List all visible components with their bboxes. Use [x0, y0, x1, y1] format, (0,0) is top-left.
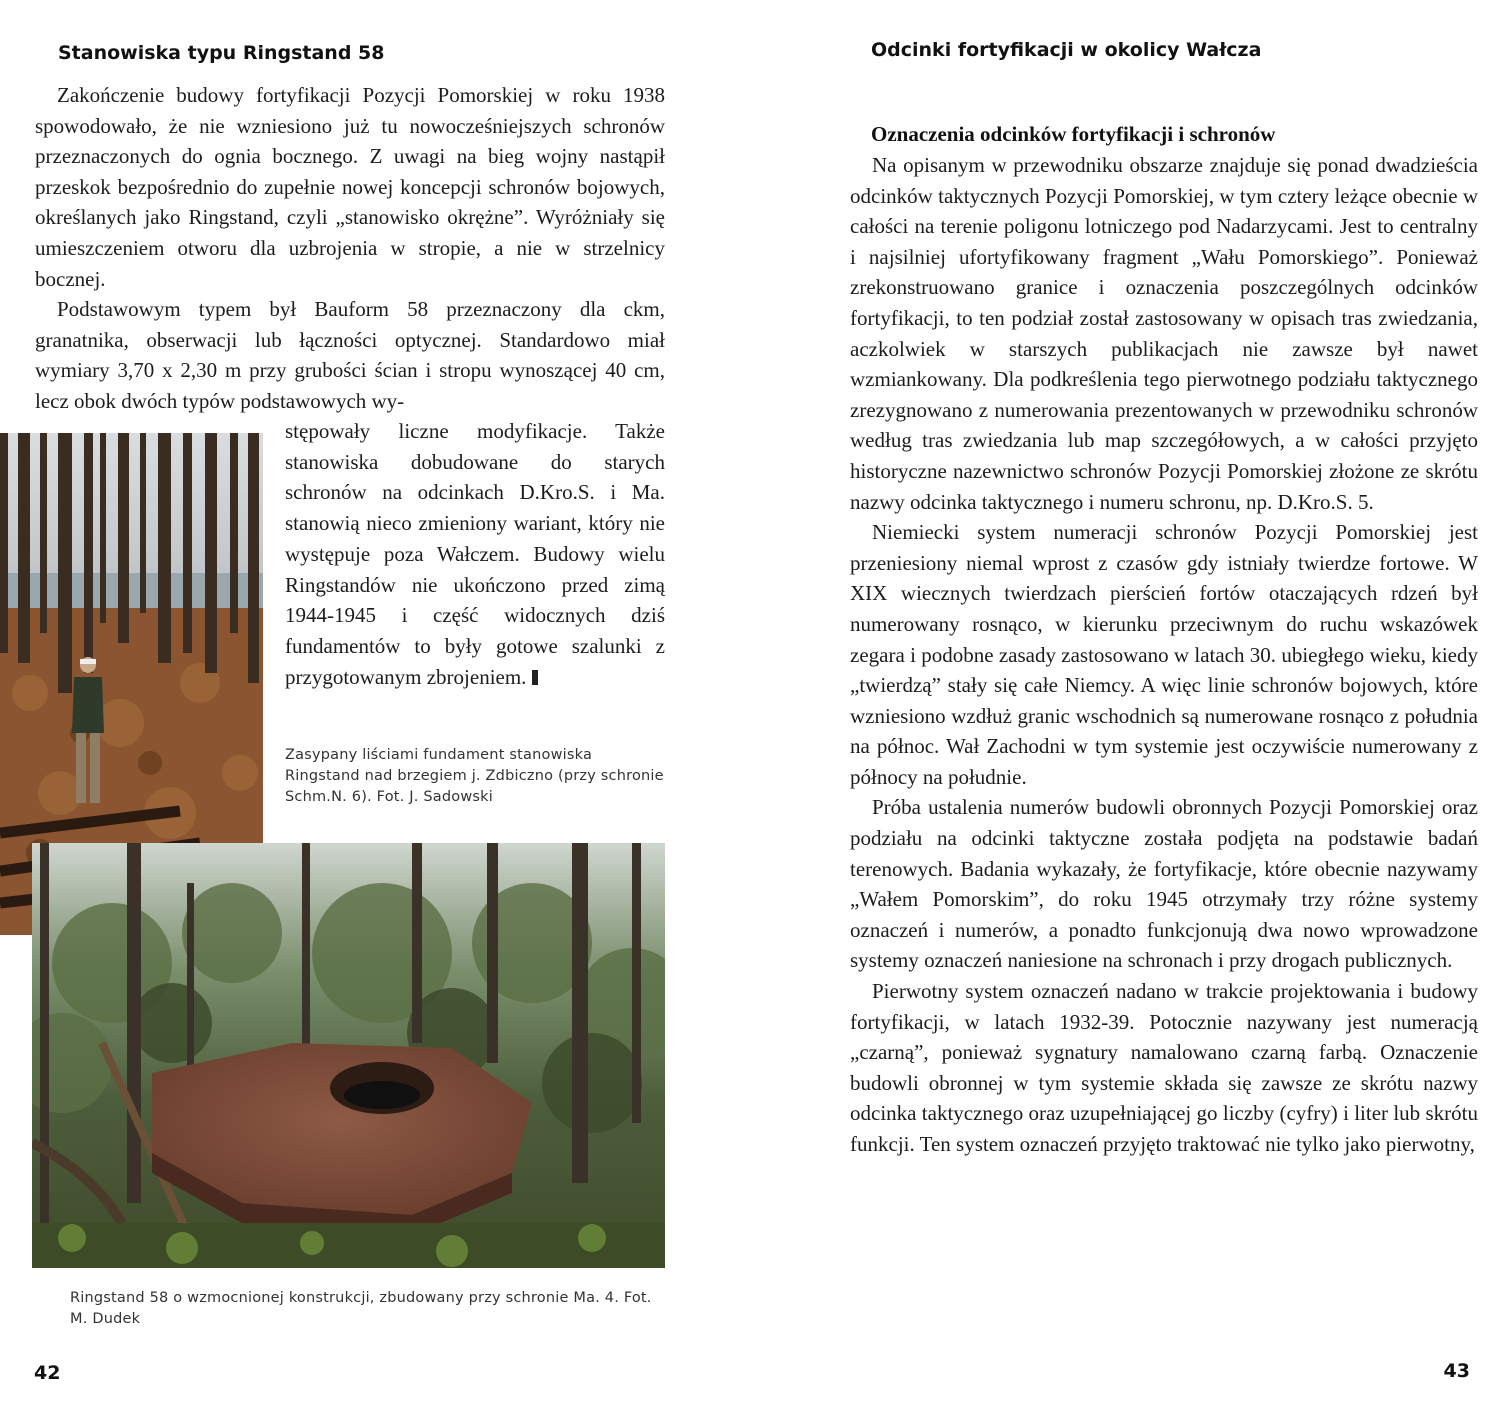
body-text — [850, 150, 1478, 1160]
page-number-left: 42 — [34, 1362, 61, 1384]
photo-1-caption: Zasypany liściami fundament stanowiska Ringstand nad brzegiem j. Zdbiczno (przy schronie Schm.N. 6). Fot. J. Sadowski — [285, 747, 664, 805]
section-heading: Stanowiska typu Ringstand 58 — [58, 42, 385, 64]
paragraph-2-continued: stępowały liczne modyfikacje. Także stanowiska dobudowane do starych schronów na odcinkach D.Kro.S. i Ma. stanowią nieco zmieniony wariant, który nie występuje poza Wałczem. Budowy wielu Ringstandów nie ukończono przed zimą 1944-1945 i część widocznych dziś fundamentów to były gotowe szalunki z przygotowanym zbrojeniem. — [285, 419, 665, 689]
paragraph-2: Niemiecki system numeracji schronów Pozycji Pomorskiej jest przeniesiony niemal wprost z czasów gdy istniały twierdze fortowe. W XIX wiecznych twierdzach pierścień fortów otaczających rdzeń był numerowany rosnąco, w kierunku przeciwnym do ruchu wskazówek zegara i podobne zasady zastosowano w latach 30. ubiegłego wieku, kiedy „twierdzą” stały się całe Niemcy. A więc linie schronów bojowych, które wzniesiono wzdłuż granic wschodnich są numerowane rosnąco z południa na północ. Wał Zachodni w tym systemie jest oczywiście numerowany z północy na południe. — [850, 520, 1478, 789]
paragraph-1: Zakończenie budowy fortyfikacji Pozycji Pomorskiej w roku 1938 spowodowało, że nie wzniesiono już tu nowocześniejszych schronów przeznaczonych do ognia bocznego. Z uwagi na bieg wojny nastąpił przeskok bezpośrednio do zupełnie nowej koncepcji schronów bojowych, określanych jako Ringstand, czyli „stanowisko okrężne”. Wyróżniały się umieszczeniem otworu dla uzbrojenia w stropie, a nie w strzelnicy bocznej. — [35, 83, 665, 291]
paragraph-1: Na opisanym w przewodniku obszarze znajduje się ponad dwadzieścia odcinków taktycznych Pozycji Pomorskiej, w tym cztery leżące obecnie w całości na terenie poligonu lotniczego pod Nadarzycami. Jest to centralny i najsilniej ufortyfikowany fragment „Wału Pomorskiego”. Ponieważ zrekonstruowano granice i oznaczenia poszczególnych odcinków fortyfikacji, to ten podział został zastosowany w opisach tras zwiedzania, aczkolwiek w starszych publikacjach nie zawsze był nawet wzmiankowany. Dla podkreślenia tego pierwotnego podziału taktycznego zrezygnowano z numerowania prezentowanych w przewodniku schronów według tras zwiedzania lub map szczegółowych, a w całości przyjęto historyczne nazewnictwo schronów Pozycji Pomorskiej złożone ze skrótu nazwy odcinka taktycznego i numeru schronu, np. D.Kro.S. 5. — [850, 153, 1478, 514]
end-of-article-mark — [532, 670, 538, 685]
right-page — [750, 0, 1500, 1404]
paragraph-4: Pierwotny system oznaczeń nadano w trakcie projektowania i budowy fortyfikacji, w latach 1932-39. Potocznie nazywany jest numeracją „czarną”, ponieważ sygnatury namalowano czarną farbą. Oznaczenie budowli obronnej w tym systemie składa się zawsze ze skrótu nazwy odcinka taktycznego oraz uzupełniającej go liczby (cyfry) i liter lub skrótu funkcji. Ten system oznaczeń przyjęto traktować nie tylko jako pierwotny, — [850, 979, 1478, 1156]
paragraph-2: Podstawowym typem był Bauform 58 przeznaczony dla ckm, granatnika, obserwacji lub łączności optycznej. Standardowo miał wymiary 3,70 x 2,30 m przy grubości ścian i stropu wynoszącej 40 cm, lecz obok dwóch typów podstawowych wy- — [35, 297, 665, 413]
paragraph-3: Próba ustalenia numerów budowli obronnych Pozycji Pomorskiej oraz podziału na odcinki taktyczne została podjęta na podstawie badań terenowych. Badania wykazały, że fortyfikacje, które obecnie nazywamy „Wałem Pomorskim”, do roku 1945 otrzymały trzy różne systemy oznaczeń i numerów, a ponadto funkcjonują dwa nowo wprowadzone systemy oznaczeń naniesione na schronach i przy drogach publicznych. — [850, 795, 1478, 973]
photo-2-caption: Ringstand 58 o wzmocnionej konstrukcji, zbudowany przy schronie Ma. 4. Fot. M. Dudek — [70, 1290, 652, 1327]
page-number-right: 43 — [1443, 1360, 1470, 1382]
photo-ringstand-bunker — [32, 843, 665, 1268]
section-subheading: Oznaczenia odcinków fortyfikacji i schronów — [871, 122, 1276, 146]
running-head: Odcinki fortyfikacji w okolicy Wałcza — [871, 39, 1262, 61]
left-page — [0, 0, 745, 1404]
